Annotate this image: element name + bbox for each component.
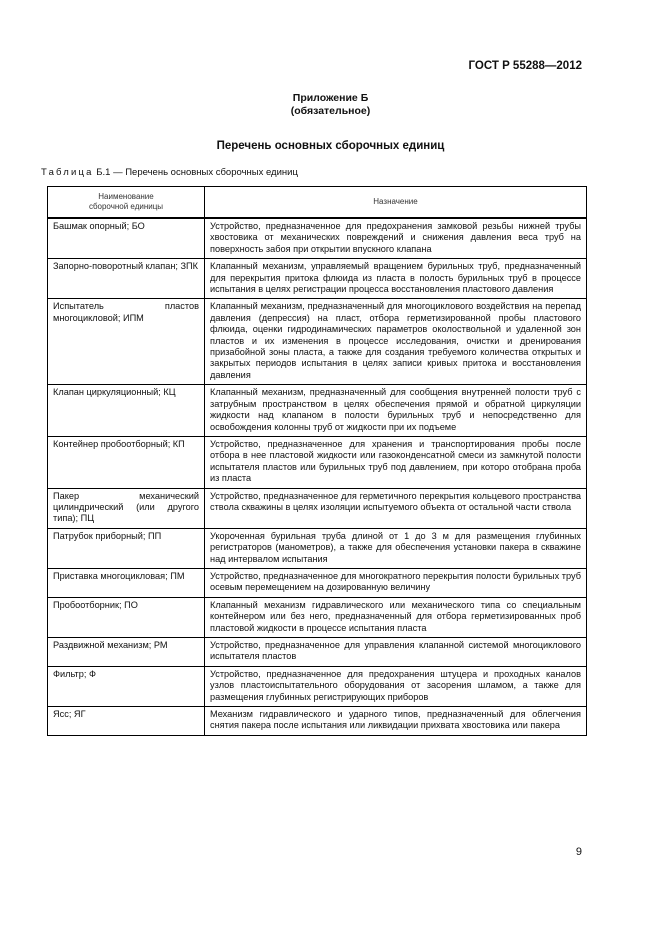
unit-purpose-cell: Устройство, предназначенное для хранения и транспортирования пробы после отбора в нее пластовой жидкости или газоконденсатной смеси из замкнутой полости испытателя пластов или бурильных труб под давлением, при которо отобрана проба из пласта <box>205 436 587 488</box>
unit-purpose-cell: Устройство, предназначенное для предохранения замковой резьбы нижней трубы хвостовика от механических повреждений и снижения давления веса труб на поверхность забоя при открытии впускного клапана <box>205 218 587 259</box>
unit-purpose-cell: Устройство, предназначенное для многократного перекрытия полости бурильных труб осевым перемещением на дозированную величину <box>205 568 587 597</box>
table-row <box>48 436 587 488</box>
unit-purpose-cell: Укороченная бурильная труба длиной от 1 до 3 м для размещения глубинных регистраторов (манометров), а также для обеспечения установки пакера в скважине над интервалом испытания <box>205 528 587 568</box>
column-header-name-line2: сборочной единицы <box>88 202 164 211</box>
page-number: 9 <box>575 846 582 858</box>
unit-name-cell: Контейнер пробоотборный; КП <box>48 436 205 488</box>
column-header-purpose: Назначение <box>205 187 587 219</box>
standard-number: ГОСТ Р 55288—2012 <box>468 60 582 72</box>
unit-name-cell: Пробоотборник; ПО <box>48 597 205 637</box>
appendix-title: Приложение Б <box>292 92 369 104</box>
unit-name-cell: Ясс; ЯГ <box>48 707 205 736</box>
table-row <box>48 528 587 568</box>
unit-name-cell: Патрубок приборный; ПП <box>48 528 205 568</box>
unit-purpose-cell: Клапанный механизм гидравлического или механического типа со специальным контейнером или без него, предназначенный для отбора герметизированных проб пластовой жидкости в процессе испытания пласта <box>205 597 587 637</box>
unit-name-cell: Испытатель пластов многоцикловой; ИПМ <box>48 299 205 385</box>
table-row <box>48 218 587 259</box>
table-caption-label: Таблица <box>41 167 94 178</box>
unit-purpose-cell: Механизм гидравлического и ударного типов, предназначенный для облегчения снятия пакера после испытания или ликвидации прихвата хвостовика или пакера <box>205 707 587 736</box>
unit-name-cell: Клапан циркуляционный; КЦ <box>48 385 205 437</box>
table-row <box>48 385 587 437</box>
unit-name-cell: Приставка многоцикловая; ПМ <box>48 568 205 597</box>
unit-name-cell: Башмак опорный; БО <box>48 218 205 259</box>
table-caption-text: Б.1 — Перечень основных сборочных единиц <box>93 167 298 178</box>
section-title: Перечень основных сборочных единиц <box>216 140 445 152</box>
table-row <box>48 707 587 736</box>
column-header-name <box>48 187 205 219</box>
table-header-row <box>48 187 587 219</box>
table-row <box>48 259 587 299</box>
assembly-units-table <box>47 186 587 736</box>
unit-name-cell: Фильтр; Ф <box>48 666 205 706</box>
appendix-subtitle: (обязательное) <box>290 105 371 117</box>
unit-name-cell: Запорно-поворотный клапан; ЗПК <box>48 259 205 299</box>
unit-name-cell: Раздвижной механизм; РМ <box>48 638 205 667</box>
unit-purpose-cell: Клапанный механизм, предназначенный для многоциклового воздействия на перепад давления (депрессия) на пласт, отбора герметизированной пробы пластового флюида, оценки гидродинамических параметров околоствольной и удаленной зон пластов и их изменения в процессе исследования, очистки и дренирования призабойной зоны пласта, а также для создания требуемого количества открытых и закрытых периодов испытания в целях записи кривых притока и восстановления давления <box>205 299 587 385</box>
unit-purpose-cell: Устройство, предназначенное для управления клапанной системой многоциклового испытателя пластов <box>205 638 587 667</box>
appendix-heading <box>0 92 661 118</box>
table-row <box>48 638 587 667</box>
unit-purpose-cell: Клапанный механизм, предназначенный для сообщения внутренней полости труб с затрубным пространством в целях обеспечения прямой и обратной циркуляции жидкости над клапаном в полости бурильных труб и непосредственно для освобождения колонны труб от жидкости при их подъеме <box>205 385 587 437</box>
table-row <box>48 597 587 637</box>
table-row <box>48 299 587 385</box>
column-header-name-line1: Наименование <box>98 192 154 201</box>
table-caption <box>41 167 298 178</box>
table-row <box>48 568 587 597</box>
unit-purpose-cell: Клапанный механизм, управляемый вращением бурильных труб, предназначенный для перекрытия притока флюида из пласта в полость бурильных труб в процессе испытания в целях регистрации процесса восстановления пластового давления <box>205 259 587 299</box>
unit-purpose-cell: Устройство, предназначенное для предохранения штуцера и проходных каналов узлов пластоиспытательного оборудования от засорения шламом, а также для размещения глубинных регистрирующих приборов <box>205 666 587 706</box>
unit-purpose-cell: Устройство, предназначенное для герметичного перекрытия кольцевого пространства ствола скважины в целях изоляции испытуемого объекта от остальной части ствола <box>205 488 587 528</box>
unit-name-cell: Пакер механический цилиндрический (или другого типа); ПЦ <box>48 488 205 528</box>
table-row <box>48 488 587 528</box>
table-row <box>48 666 587 706</box>
